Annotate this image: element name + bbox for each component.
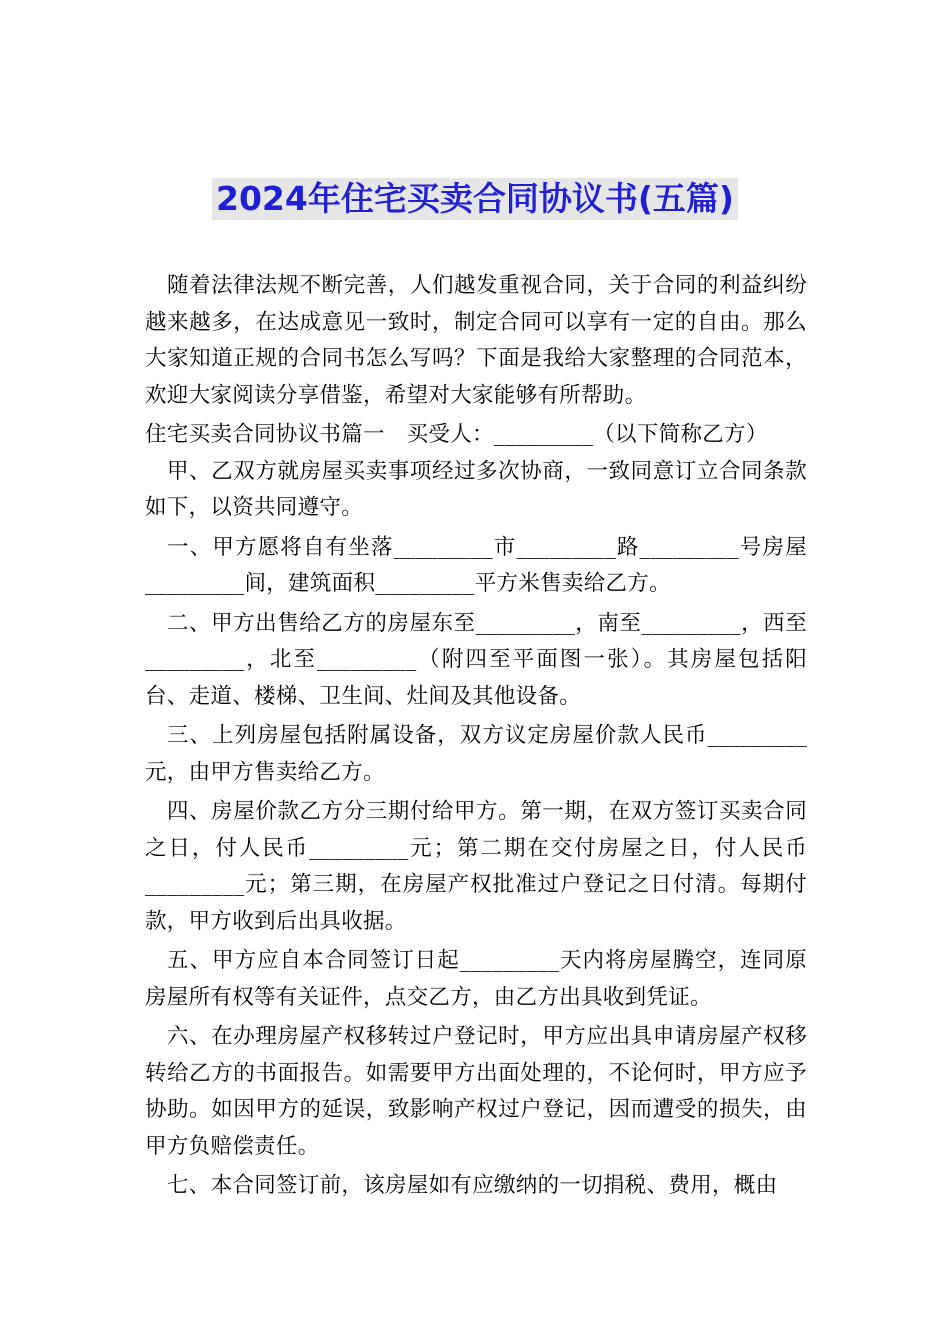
clause-7-paragraph: 七、本合同签订前，该房屋如有应缴纳的一切捐税、费用，概由 [167, 1173, 778, 1198]
clause-2-paragraph: 二、甲方出售给乙方的房屋东至_________，南至_________，西至_________，北至_________（附四至平面图一张）。其房屋包括阳台、走道、楼梯、卫生间、灶间及其他设备。 [145, 610, 807, 709]
clause-4-paragraph: 四、房屋价款乙方分三期付给甲方。第一期，在双方签订买卖合同之日，付人民币_________元；第二期在交付房屋之日，付人民币_________元；第三期，在房屋产权批准过户登记之日付清。每期付款，甲方收到后出具收据。 [145, 799, 807, 934]
section-heading: 住宅买卖合同协议书篇一 买受人：_________（以下简称乙方） [145, 422, 768, 447]
clause-3-paragraph: 三、上列房屋包括附属设备，双方议定房屋价款人民币_________元，由甲方售卖给乙方。 [145, 723, 807, 785]
document-body [145, 268, 807, 1205]
clause-5-paragraph: 五、甲方应自本合同签订日起_________天内将房屋腾空，连同原房屋所有权等有关证件，点交乙方，由乙方出具收到凭证。 [145, 948, 807, 1010]
intro-paragraph: 随着法律法规不断完善，人们越发重视合同，关于合同的利益纠纷越来越多，在达成意见一致时，制定合同可以享有一定的自由。那么大家知道正规的合同书怎么写吗？下面是我给大家整理的合同范本，欢迎大家阅读分享借鉴，希望对大家能够有所帮助。 [145, 273, 807, 408]
document-title: 2024年住宅买卖合同协议书(五篇) [212, 178, 738, 220]
clause-1-paragraph: 一、甲方愿将自有坐落_________市_________路_________号房屋_________间，建筑面积_________平方米售卖给乙方。 [145, 534, 807, 596]
title-container [0, 178, 950, 220]
clause-6-paragraph: 六、在办理房屋产权移转过户登记时，甲方应出具申请房屋产权移转给乙方的书面报告。如需要甲方出面处理的，不论何时，甲方应予协助。如因甲方的延误，致影响产权过户登记，因而遭受的损失，由甲方负赔偿责任。 [145, 1024, 807, 1159]
agreement-paragraph: 甲、乙双方就房屋买卖事项经过多次协商，一致同意订立合同条款如下，以资共同遵守。 [145, 458, 807, 520]
